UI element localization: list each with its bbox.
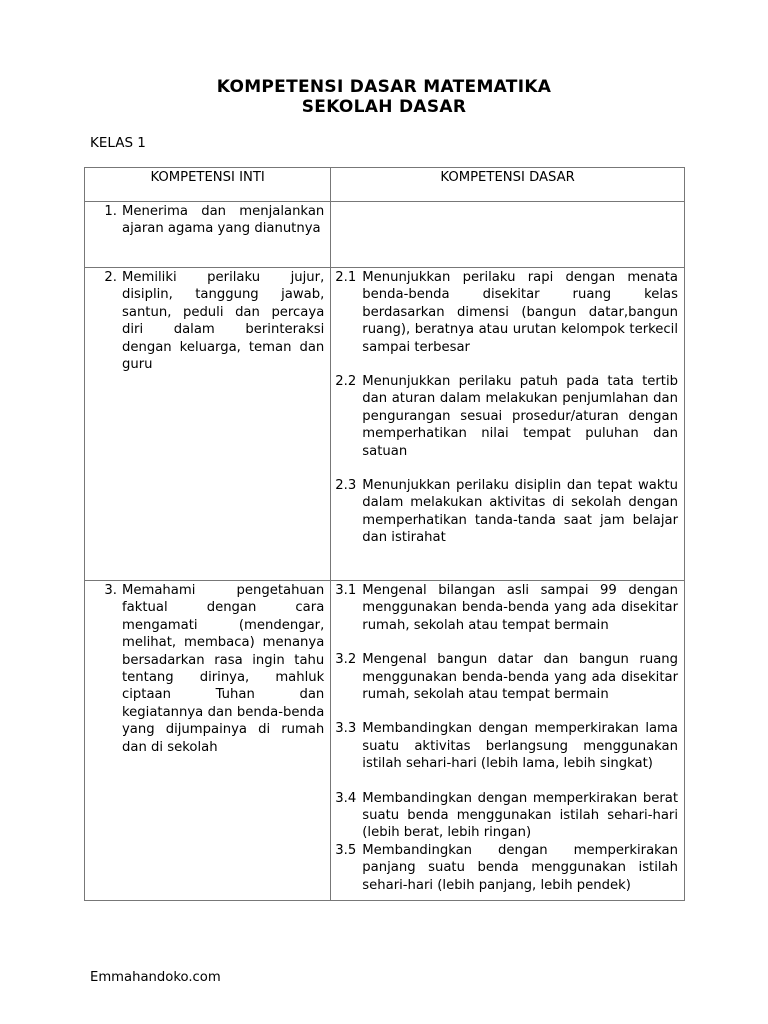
header-kompetensi-inti: KOMPETENSI INTI bbox=[85, 168, 331, 202]
kd-cell bbox=[331, 581, 685, 901]
ki-item bbox=[91, 582, 324, 756]
footer-source: Emmahandoko.com bbox=[90, 970, 221, 985]
ki-item bbox=[91, 203, 324, 238]
kd-number: 3.3 bbox=[335, 721, 357, 737]
kd-text: Membandingkan dengan memperkirakan panjang suatu benda menggunakan istilah sehari-hari (lebih panjang, lebih pendek) bbox=[362, 842, 678, 893]
page-title bbox=[0, 77, 768, 117]
kd-item bbox=[335, 269, 678, 356]
ki-cell bbox=[85, 202, 331, 268]
ki-text: Memiliki perilaku jujur, disiplin, tanggung jawab, santun, peduli dan percaya diri dalam berinteraksi dengan keluarga, teman dan guru bbox=[122, 270, 325, 373]
ki-item bbox=[91, 269, 324, 373]
kd-text: Mengenal bangun datar dan bangun ruang menggunakan benda-benda yang ada disekitar rumah, sekolah atau tempat bermain bbox=[362, 652, 678, 703]
kd-number: 3.2 bbox=[335, 652, 357, 668]
ki-number: 2. bbox=[104, 270, 117, 285]
kd-item bbox=[335, 842, 678, 894]
header-kompetensi-dasar: KOMPETENSI DASAR bbox=[331, 168, 685, 202]
ki-cell bbox=[85, 268, 331, 581]
ki-text: Memahami pengetahuan faktual dengan cara mengamati (mendengar, melihat, membaca) menanya bersadarkan rasa ingin tahu tentang dirinya, mahluk ciptaan Tuhan dan kegiatannya dan benda-benda yang dijumpainya di rumah dan di sekolah bbox=[122, 583, 325, 755]
kd-number: 2.3 bbox=[335, 478, 357, 494]
kd-number: 3.5 bbox=[335, 842, 357, 858]
table-row bbox=[85, 202, 685, 268]
kd-item bbox=[335, 373, 678, 460]
kd-cell bbox=[331, 268, 685, 581]
kd-cell bbox=[331, 202, 685, 268]
ki-number: 1. bbox=[104, 204, 117, 219]
kd-number: 2.1 bbox=[335, 270, 357, 285]
kd-text: Mengenal bilangan asli sampai 99 dengan menggunakan benda-benda yang ada disekitar rumah, sekolah atau tempat bermain bbox=[362, 583, 678, 633]
kd-number: 3.4 bbox=[335, 790, 357, 806]
kd-item bbox=[335, 790, 678, 842]
kd-text: Menunjukkan perilaku rapi dengan menata benda-benda disekitar ruang kelas berdasarkan dimensi (bangun datar,bangun ruang), beratnya atau urutan kelompok terkecil sampai terbesar bbox=[362, 270, 678, 355]
class-heading: KELAS 1 bbox=[90, 135, 146, 151]
kd-item bbox=[335, 582, 678, 634]
kd-text: Menunjukkan perilaku disiplin dan tepat waktu dalam melakukan aktivitas di sekolah dengan memperhatikan tanda-tanda saat jam belajar dan istirahat bbox=[362, 478, 678, 546]
kd-text: Membandingkan dengan memperkirakan berat suatu benda menggunakan istilah sehari-hari (lebih berat, lebih ringan) bbox=[362, 790, 678, 841]
kd-text: Menunjukkan perilaku patuh pada tata tertib dan aturan dalam melakukan penjumlahan dan pengurangan sesuai prosedur/aturan dengan memperhatikan nilai tempat puluhan dan satuan bbox=[362, 374, 678, 459]
ki-number: 3. bbox=[104, 583, 117, 598]
kd-item bbox=[335, 720, 678, 772]
ki-cell bbox=[85, 581, 331, 901]
table-row bbox=[85, 581, 685, 901]
table-header-row bbox=[85, 168, 685, 202]
ki-text: Menerima dan menjalankan ajaran agama yang dianutnya bbox=[122, 204, 325, 237]
title-line-1: KOMPETENSI DASAR MATEMATIKA bbox=[216, 77, 552, 97]
kd-number: 3.1 bbox=[335, 583, 357, 598]
kd-number: 2.2 bbox=[335, 374, 357, 390]
table-row bbox=[85, 268, 685, 581]
competency-table bbox=[84, 167, 685, 901]
kd-text: Membandingkan dengan memperkirakan lama suatu aktivitas berlangsung menggunakan istilah sehari-hari (lebih lama, lebih singkat) bbox=[362, 721, 678, 772]
kd-item bbox=[335, 651, 678, 703]
title-line-2: SEKOLAH DASAR bbox=[301, 97, 467, 117]
kd-item bbox=[335, 477, 678, 547]
